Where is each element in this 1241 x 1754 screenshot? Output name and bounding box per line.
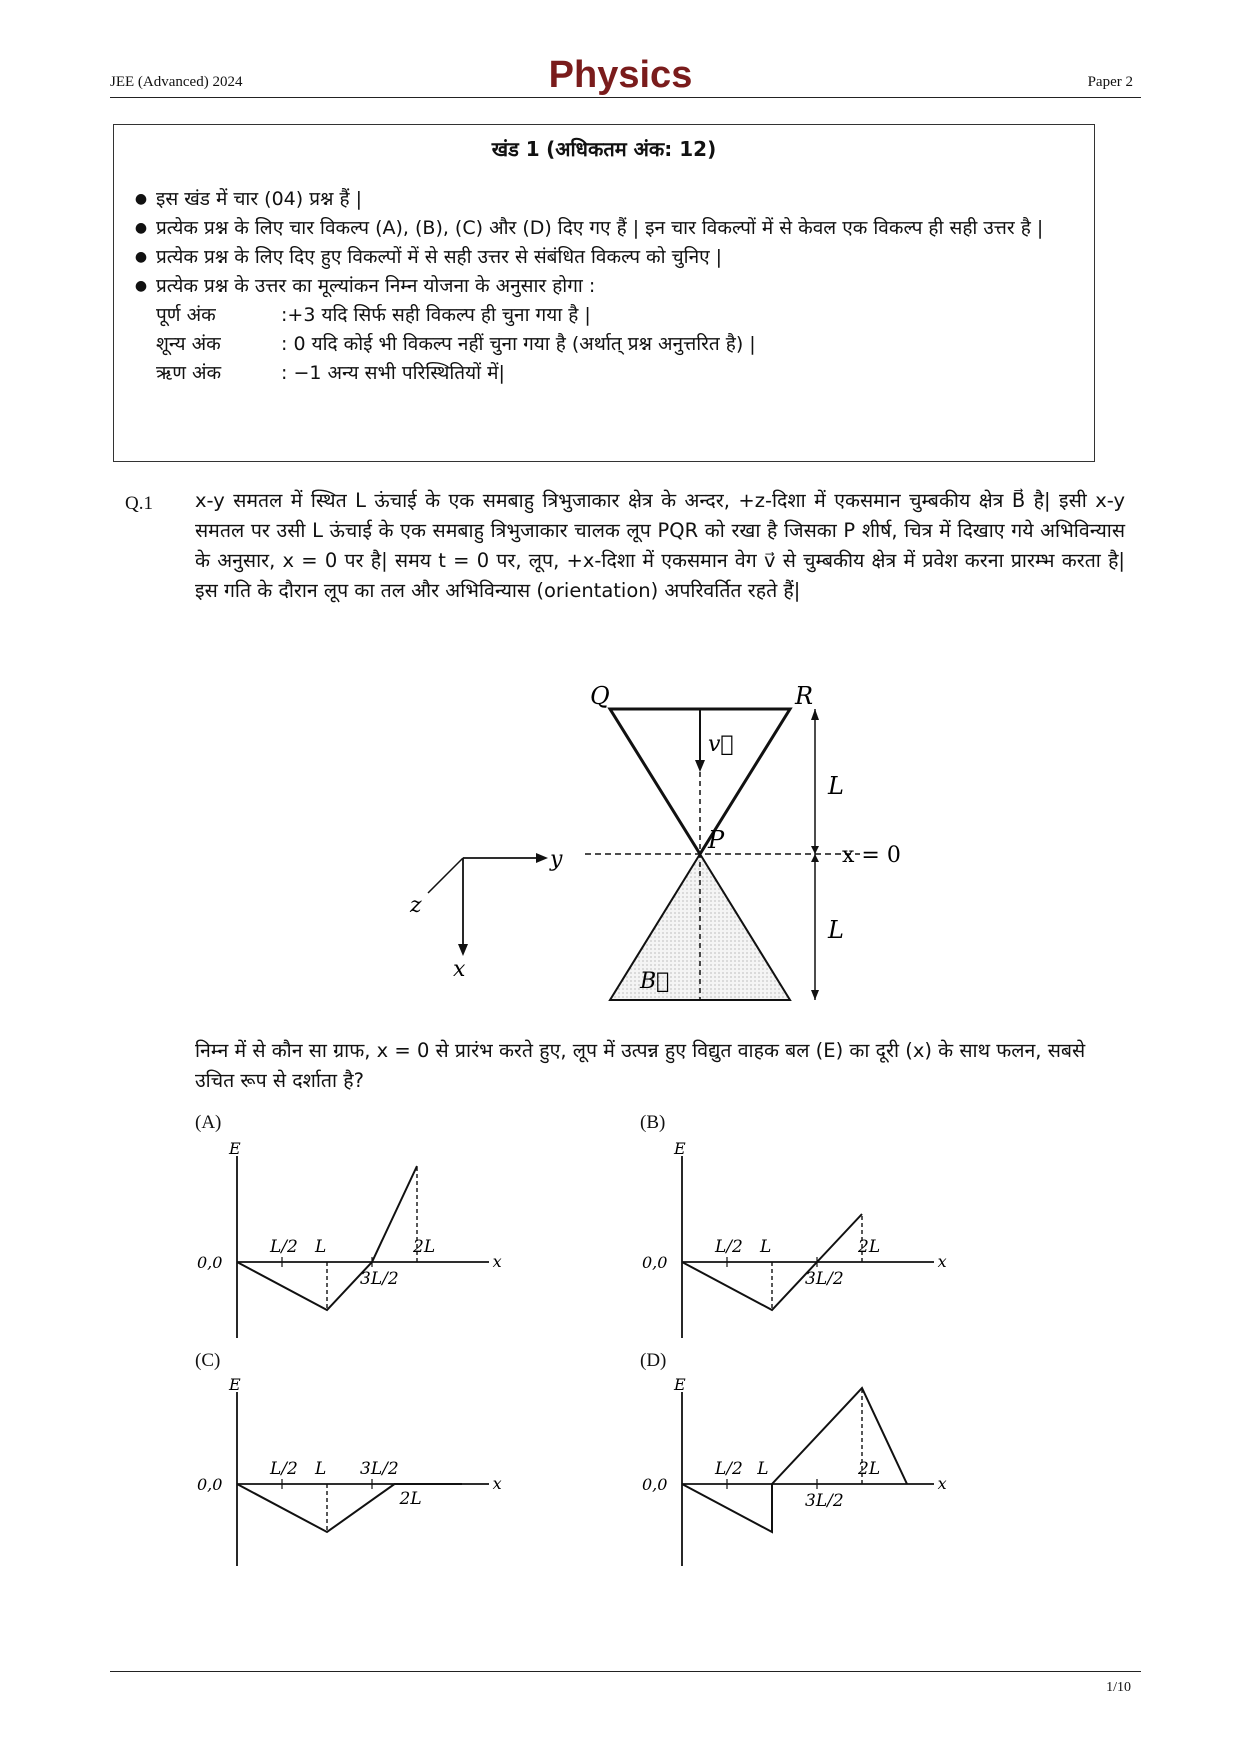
x-axis-label: x xyxy=(492,1474,502,1493)
y-arrowhead xyxy=(536,853,548,863)
exam-name: JEE (Advanced) 2024 xyxy=(110,74,243,90)
option-d-label: (D) xyxy=(640,1350,667,1371)
tick-label-l: L xyxy=(760,1237,772,1257)
tick-label-half-l: L/2 xyxy=(270,1459,298,1479)
label-x-zero: x = 0 xyxy=(842,843,901,868)
label-r: R xyxy=(795,682,814,710)
section-instructions-box xyxy=(113,124,1095,462)
velocity-arrowhead xyxy=(695,760,705,772)
section-max-marks: (अधिकतम अंक: 12) xyxy=(546,137,717,161)
page-number: 1/10 xyxy=(1106,1680,1131,1695)
question-text: x-y समतल में स्थित L ऊंचाई के एक समबाहु त्रिभुजाकार क्षेत्र के अन्दर, +z-दिशा में एकसमान चुम्बकीय क्षेत्र B⃗ है| इसी x-y समतल पर उसी L ऊंचाई के एक समबाहु त्रिभुजाकार चालक लूप PQR को रखा है जिसका P शीर्ष, चित्र में दिखाए गये अभिविन्यास के अनुसार, x = 0 पर है| समय t = 0 पर, लूप, +x-दिशा में एकसमान वेग v⃗ से चुम्बकीय क्षेत्र में प्रवेश करना प्रारम्भ करता है| इस गति के दौरान लूप का तल और अभिविन्यास (orientation) अपरिवर्तित रहते हैं| xyxy=(195,489,1125,602)
x-axis-label: x xyxy=(937,1474,947,1493)
dim-arrowhead xyxy=(811,854,819,862)
origin-label: 0,0 xyxy=(197,1253,223,1272)
tick-label-half-l: L/2 xyxy=(270,1237,298,1257)
section-title xyxy=(114,135,1094,162)
instruction-item: ● इस खंड में चार (04) प्रश्न हैं | xyxy=(134,188,363,210)
tick-label-l: L xyxy=(757,1459,769,1479)
instruction-item: ● प्रत्येक प्रश्न के लिए चार विकल्प (A), (B), (C) और (D) दिए गए हैं | इन चार विकल्पों में से केवल एक विकल्प ही सही उत्तर है | xyxy=(134,217,1044,239)
label-b: B⃗ xyxy=(640,969,670,994)
label-v: v⃗ xyxy=(708,732,734,757)
instruction-list xyxy=(126,185,1076,388)
tick-label-two-l: 2L xyxy=(413,1237,436,1257)
dim-arrowhead xyxy=(811,709,819,720)
e-axis-label: E xyxy=(674,1139,686,1158)
sub-question-text: निम्न में से कौन सा ग्राफ, x = 0 से प्रारंभ करते हुए, लूप में उत्पन्न हुए विद्युत वाहक बल (E) का दूरी (x) के साथ फलन, सबसे उचित रूप से दर्शाता है? xyxy=(195,1039,1086,1092)
x-axis-label: x xyxy=(492,1252,502,1271)
question-number: Q.1 xyxy=(125,493,153,514)
tick-label-l: L xyxy=(315,1237,327,1257)
paper-number: Paper 2 xyxy=(1087,74,1133,90)
tick-label-two-l: 2L xyxy=(858,1459,881,1479)
section-name: खंड 1 xyxy=(491,137,540,161)
tick-label-half-l: L/2 xyxy=(715,1459,743,1479)
tick-label-three-half-l: 3L/2 xyxy=(805,1491,844,1511)
tick-label-two-l: 2L xyxy=(858,1237,881,1257)
x-arrowhead xyxy=(458,944,468,956)
loop-field-figure xyxy=(390,676,930,1016)
label-p: P xyxy=(708,826,725,854)
tick-label-two-l: 2L xyxy=(399,1489,422,1509)
option-a-label: (A) xyxy=(195,1112,222,1133)
option-b-chart xyxy=(640,1138,1040,1348)
label-z: z xyxy=(410,893,422,918)
tick-label-three-half-l: 3L/2 xyxy=(360,1269,399,1289)
instruction-item: ● प्रत्येक प्रश्न के लिए दिए हुए विकल्पों में से सही उत्तर से संबंधित विकल्प को चुनिए | xyxy=(134,246,723,268)
label-x: x xyxy=(453,957,466,982)
option-c-label: (C) xyxy=(195,1350,221,1371)
origin-label: 0,0 xyxy=(642,1475,668,1494)
header-rule xyxy=(110,97,1141,98)
z-axis xyxy=(428,858,463,893)
tick-label-three-half-l: 3L/2 xyxy=(360,1459,399,1479)
score-row-negative: ऋण अंक : −1 अन्य सभी परिस्थितियों में| xyxy=(156,362,505,384)
origin-label: 0,0 xyxy=(642,1253,668,1272)
dim-arrowhead xyxy=(811,990,819,1000)
label-l-top: L xyxy=(828,772,844,800)
tick-label-three-half-l: 3L/2 xyxy=(805,1269,844,1289)
emf-series-line xyxy=(237,1484,462,1532)
e-axis-label: E xyxy=(229,1139,241,1158)
tick-label-l: L xyxy=(315,1459,327,1479)
option-d-chart xyxy=(640,1376,1040,1576)
subject-title: Physics xyxy=(548,54,693,96)
score-row-zero: शून्य अंक : 0 यदि कोई भी विकल्प नहीं चुना गया है (अर्थात् प्रश्न अनुत्तरित है) | xyxy=(156,333,756,355)
e-axis-label: E xyxy=(229,1376,241,1394)
instruction-item: ● प्रत्येक प्रश्न के उत्तर का मूल्यांकन निम्न योजना के अनुसार होगा : xyxy=(134,275,596,297)
tick-label-half-l: L/2 xyxy=(715,1237,743,1257)
option-c-chart xyxy=(195,1376,595,1576)
score-row-full: पूर्ण अंक :+3 यदि सिर्फ सही विकल्प ही चुना गया है | xyxy=(156,304,591,326)
option-b-label: (B) xyxy=(640,1112,666,1133)
dim-arrowhead xyxy=(811,846,819,854)
footer-rule xyxy=(110,1671,1141,1672)
label-q: Q xyxy=(590,682,610,710)
option-a-chart xyxy=(195,1138,595,1348)
origin-label: 0,0 xyxy=(197,1475,223,1494)
label-l-bottom: L xyxy=(828,916,844,944)
label-y: y xyxy=(550,847,563,872)
e-axis-label: E xyxy=(674,1376,686,1394)
x-axis-label: x xyxy=(937,1252,947,1271)
